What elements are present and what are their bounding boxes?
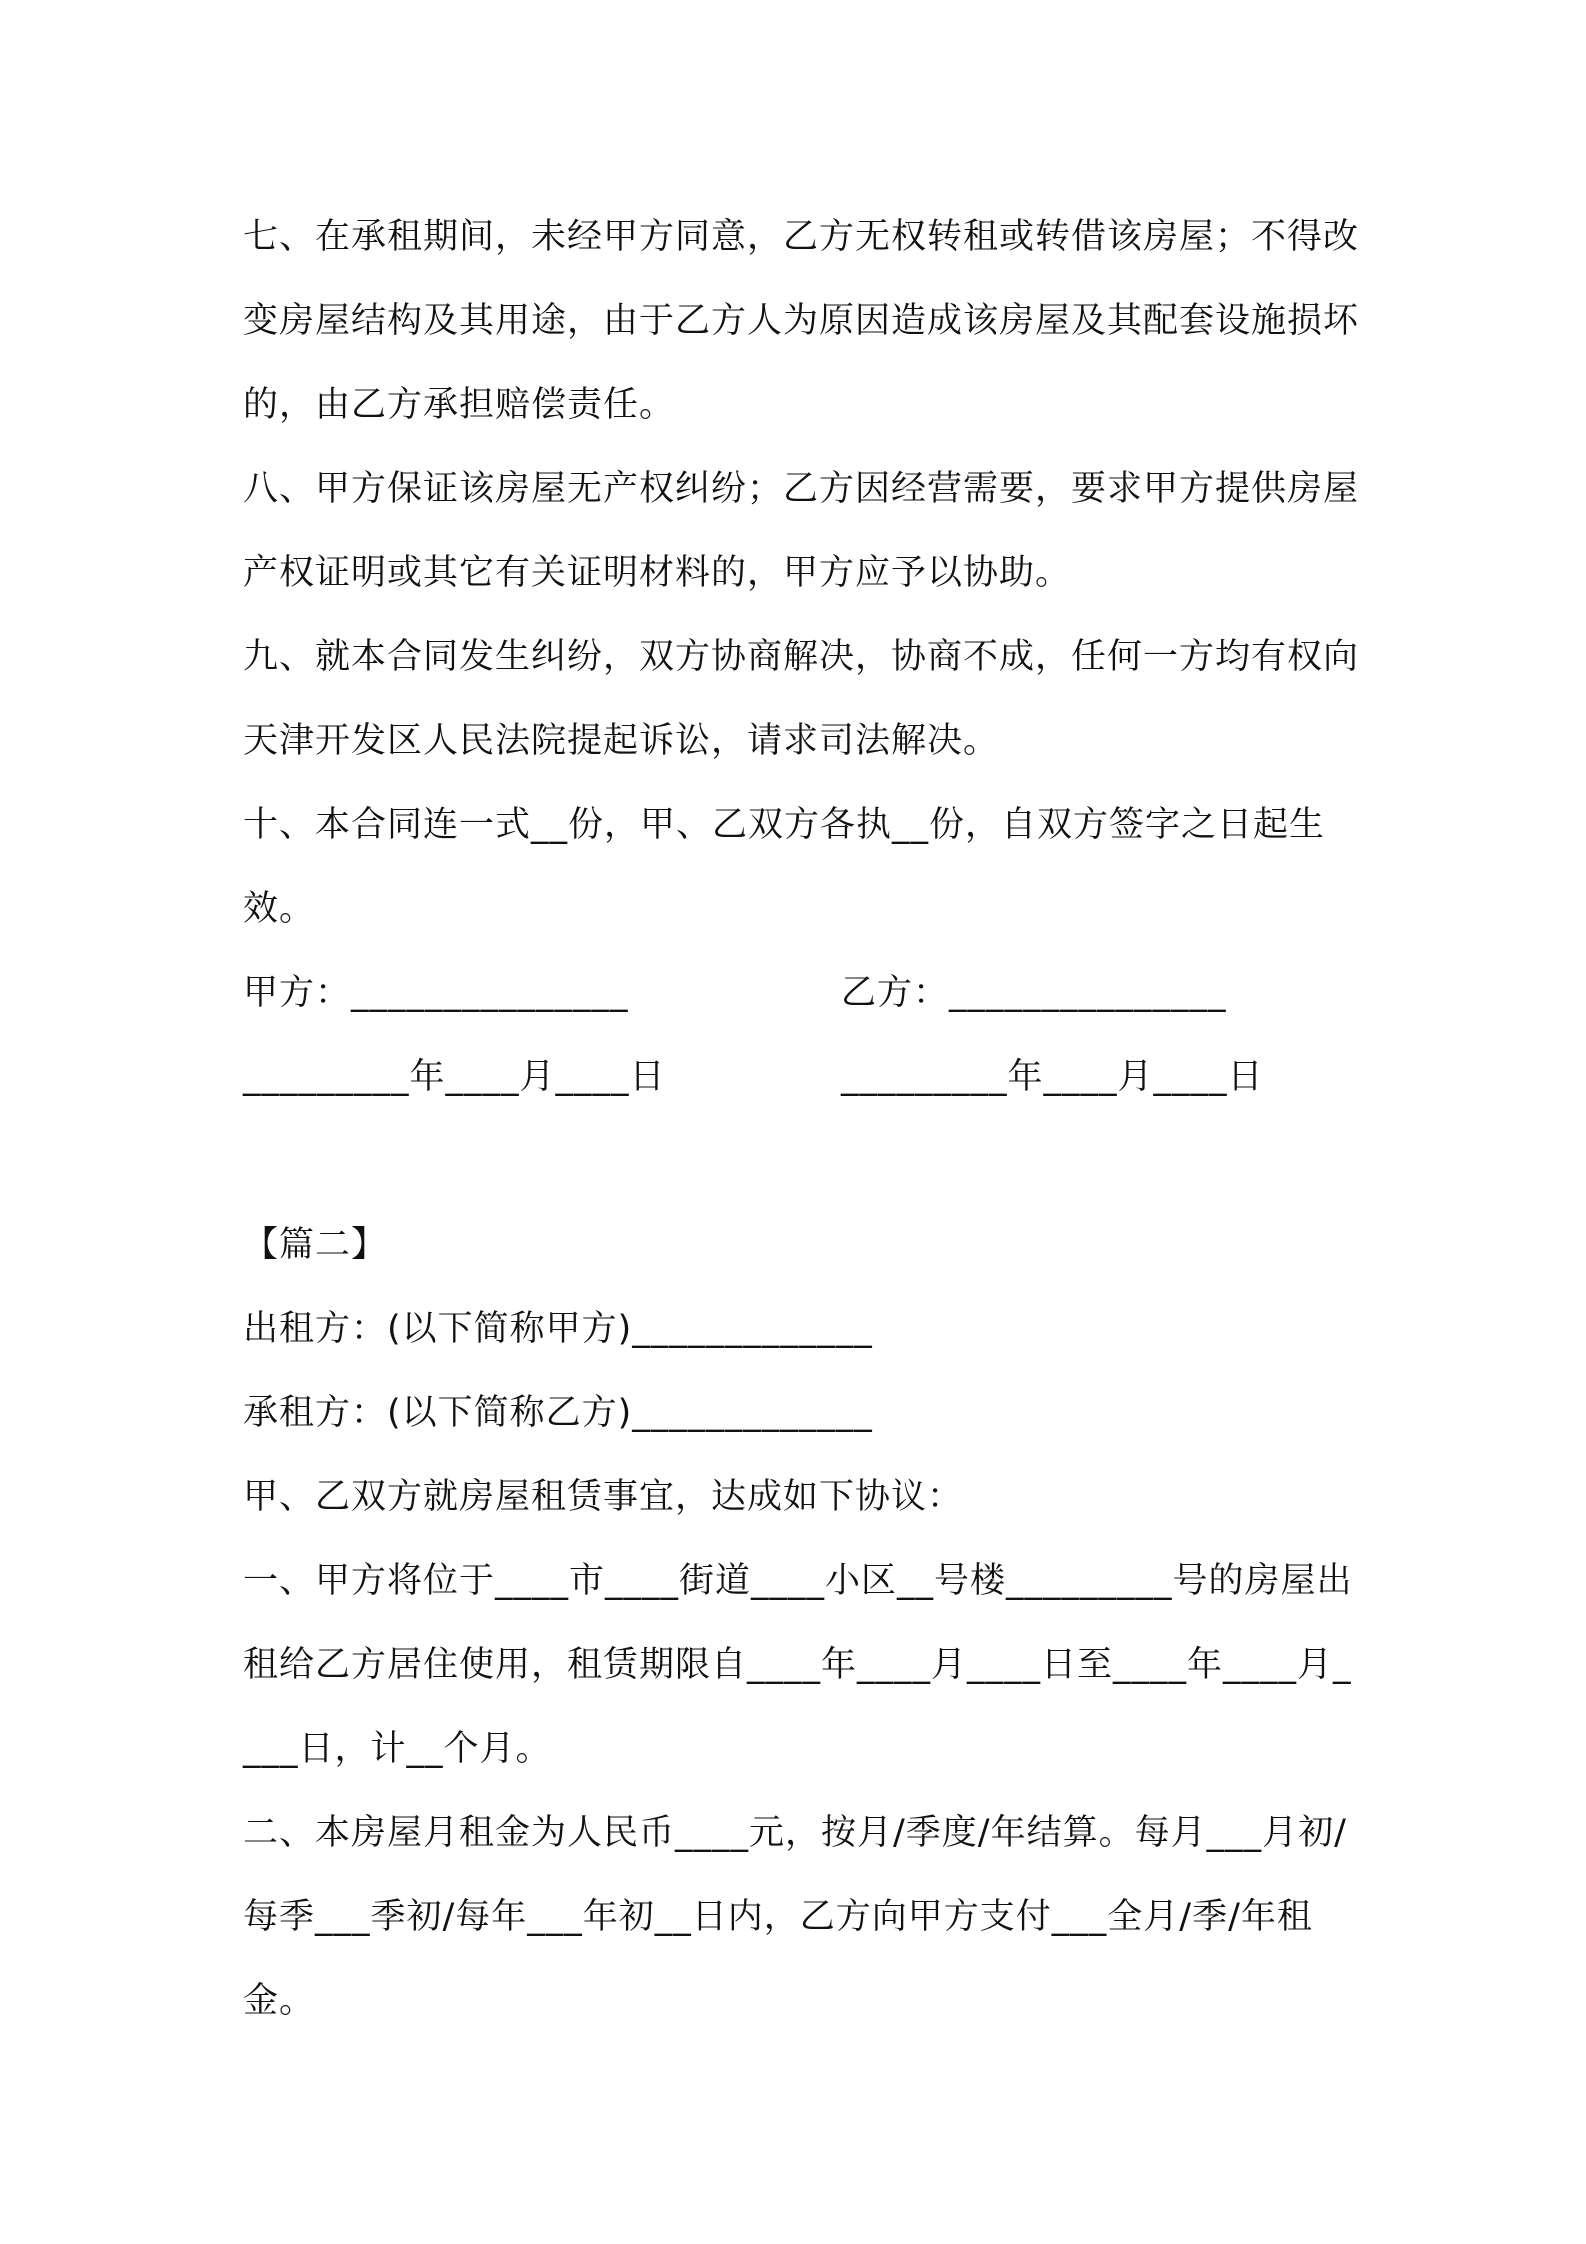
date-row <box>243 1035 1363 1119</box>
section-spacer <box>243 1119 1363 1203</box>
party-a-signature: 甲方：_______________ <box>243 973 629 1013</box>
part2-heading: 【篇二】 <box>243 1225 388 1265</box>
agreement-intro: 甲、乙双方就房屋租赁事宜，达成如下协议： <box>243 1477 964 1517</box>
lessor-line: 出租方：(以下简称甲方)_____________ <box>243 1309 873 1349</box>
clause-ten: 十、本合同连一式__份，甲、乙双方各执__份，自双方签字之日起生效。 <box>243 805 1326 929</box>
clause-eight: 八、甲方保证该房屋无产权纠纷；乙方因经营需要，要求甲方提供房屋产权证明或其它有关证明材料的，甲方应予以协助。 <box>243 469 1360 593</box>
clause-seven: 七、在承租期间，未经甲方同意，乙方无权转租或转借该房屋；不得改变房屋结构及其用途，由于乙方人为原因造成该房屋及其配套设施损坏的，由乙方承担赔偿责任。 <box>243 217 1360 425</box>
clause-nine: 九、就本合同发生纠纷，双方协商解决，协商不成，任何一方均有权向天津开发区人民法院提起诉讼，请求司法解决。 <box>243 637 1360 761</box>
signature-row <box>243 951 1363 1035</box>
lessee-line: 承租方：(以下简称乙方)_____________ <box>243 1393 873 1433</box>
party-b-signature: 乙方：_______________ <box>841 973 1227 1013</box>
part2-clause-two: 二、本房屋月租金为人民币____元，按月/季度/年结算。每月___月初/每季___季初/每年___年初__日内，乙方向甲方支付___全月/季/年租金。 <box>243 1813 1347 2021</box>
party-b-date: _________年____月____日 <box>841 1057 1264 1097</box>
part2-clause-one: 一、甲方将位于____市____街道____小区__号楼_________号的房屋出租给乙方居住使用，租赁期限自____年____月____日至____年____月____日，计__个月。 <box>243 1561 1353 1769</box>
party-a-date: _________年____月____日 <box>243 1057 666 1097</box>
document-body <box>243 195 1363 2043</box>
